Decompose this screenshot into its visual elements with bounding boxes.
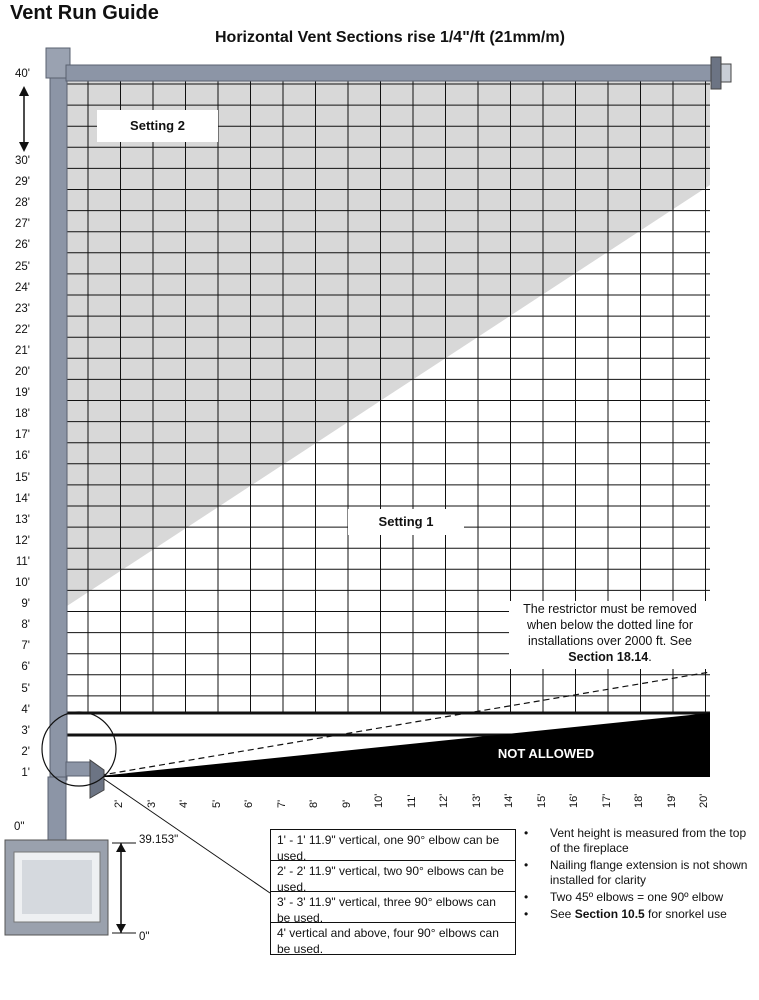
- restrictor-note-text: The restrictor must be removed when below the dotted line for installations over 2000 ft. See: [523, 602, 697, 648]
- y-axis-tick-label: 28': [15, 197, 30, 210]
- x-axis-tick-label: 10': [373, 793, 385, 808]
- fireplace-top-label: 0": [14, 821, 25, 833]
- y-axis-tick-label: 16': [15, 450, 30, 463]
- x-axis-tick-label: 15': [535, 793, 548, 808]
- x-axis-tick-label: 18': [633, 793, 645, 808]
- y-axis-tick-label: 23': [15, 302, 30, 315]
- x-axis-tick-label: 2': [113, 799, 125, 808]
- y-axis-tick-label: 22': [15, 323, 30, 336]
- bullet-icon: •: [524, 858, 529, 872]
- note-item: • Two 45º elbows = one 90º elbow: [524, 890, 724, 904]
- chart-subtitle: Horizontal Vent Sections rise 1/4"/ft (21mm/m): [215, 29, 565, 46]
- detail-leader-line: [104, 779, 270, 893]
- vertical-vent-pipe: [50, 50, 67, 780]
- lower-horizontal-stub: [66, 762, 92, 776]
- arrow-up-icon: [19, 86, 29, 96]
- setting-2-label: Setting 2: [97, 110, 218, 142]
- y-axis-tick-label: 12': [15, 534, 30, 547]
- horizontal-vent-pipe: [66, 65, 711, 81]
- y-axis-tick-label: 17': [15, 429, 30, 442]
- fireplace-inner: [22, 860, 92, 914]
- x-axis-tick-label: 3': [145, 799, 158, 808]
- x-axis-tick-label: 17': [600, 793, 613, 808]
- arrow-up-icon: [116, 843, 126, 852]
- note-item: • Vent height is measured from the top of the fireplace: [524, 826, 747, 855]
- x-axis-tick-label: 5': [210, 799, 223, 808]
- y-axis-tick-label: 27': [15, 218, 30, 231]
- y-axis-tick-label: 20': [15, 366, 30, 378]
- note-item: • Nailing flange extension is not shown installed for clarity: [524, 858, 748, 887]
- x-axis-tick-label: 9': [340, 799, 353, 808]
- y-axis-tick-label: 29': [15, 176, 30, 189]
- elbow-table-row: 4' vertical and above, four 90° elbows can be used.: [277, 926, 499, 956]
- y-axis-tick-label: 3': [21, 724, 30, 737]
- y-axis-tick-label: 6': [21, 661, 30, 674]
- x-axis-tick-label: 16': [568, 793, 580, 808]
- x-axis-tick-label: 4': [178, 799, 190, 808]
- y-axis-tick-label: 26': [15, 239, 30, 252]
- x-axis-tick-label: 6': [243, 799, 255, 808]
- y-axis-tick-label: 5': [21, 682, 30, 695]
- fireplace-bottom-label: 0": [139, 931, 150, 943]
- bullet-icon: •: [524, 890, 529, 904]
- termination-cap-hood: [721, 64, 731, 82]
- y-axis-tick-label: 14': [15, 492, 30, 505]
- elbow-table-row: 1' - 1' 11.9" vertical, one 90° elbow can be used.: [271, 830, 515, 861]
- x-axis-tick-label: 11': [405, 794, 418, 808]
- x-axis-tick-label: 20': [698, 793, 710, 808]
- y-axis-tick-label: 7': [21, 640, 30, 653]
- x-axis-tick-label: 13': [470, 793, 483, 808]
- not-allowed-label: NOT ALLOWED: [497, 746, 595, 761]
- bullet-icon: •: [524, 907, 529, 921]
- x-axis-tick-label: 12': [438, 793, 450, 808]
- x-axis-tick-label: 7': [275, 799, 288, 808]
- y-axis-tick-label: 4': [21, 703, 30, 716]
- y-axis-tick-label: 13': [15, 513, 30, 526]
- elbow-table-row: 3' - 3' 11.9" vertical, three 90° elbows can be used.: [271, 892, 515, 923]
- y-axis-tick-label: 40': [15, 68, 30, 80]
- restrictor-note: [509, 601, 711, 669]
- page-title: Vent Run Guide: [10, 2, 159, 24]
- setting-1-label: Setting 1: [348, 509, 464, 535]
- y-axis-tick-label: 1': [21, 766, 30, 779]
- y-axis-tick-label: 24': [15, 281, 30, 294]
- arrow-down-icon: [116, 924, 126, 933]
- y-axis-tick-label: 19': [15, 387, 30, 400]
- elbow-table-row: 2' - 2' 11.9" vertical, two 90° elbows can be used.: [271, 861, 515, 892]
- arrow-down-icon: [19, 142, 29, 152]
- y-axis-tick-label: 10': [15, 577, 30, 589]
- y-axis-tick-label: 18': [15, 408, 30, 421]
- elbow-table: [270, 829, 516, 955]
- y-axis-tick-label: 15': [15, 471, 30, 484]
- x-axis-tick-label: 14': [503, 793, 515, 808]
- x-axis-tick-label: 8': [308, 799, 320, 808]
- y-axis-tick-label: 11': [15, 555, 30, 568]
- fireplace-height-label: 39.153": [139, 834, 179, 846]
- y-axis-tick-label: 8': [21, 619, 30, 632]
- note-item: • See Section 10.5 for snorkel use: [524, 907, 727, 921]
- y-axis-tick-label: 2': [21, 745, 30, 758]
- restrictor-note-section-ref[interactable]: Section 18.14: [568, 650, 649, 664]
- y-axis-tick-label: 30': [15, 155, 30, 167]
- x-axis-tick-label: 19': [665, 793, 678, 808]
- lower-vent-pipe: [48, 777, 66, 843]
- bullet-icon: •: [524, 826, 529, 840]
- termination-cap: [711, 57, 721, 89]
- note-section-ref[interactable]: Section 10.5: [574, 907, 645, 921]
- y-axis-tick-label: 21': [15, 344, 30, 357]
- y-axis-tick-label: 25': [15, 260, 30, 273]
- restrictor-note-end: .: [648, 650, 652, 664]
- y-axis-tick-label: 9': [21, 598, 30, 611]
- notes-list: [520, 826, 756, 924]
